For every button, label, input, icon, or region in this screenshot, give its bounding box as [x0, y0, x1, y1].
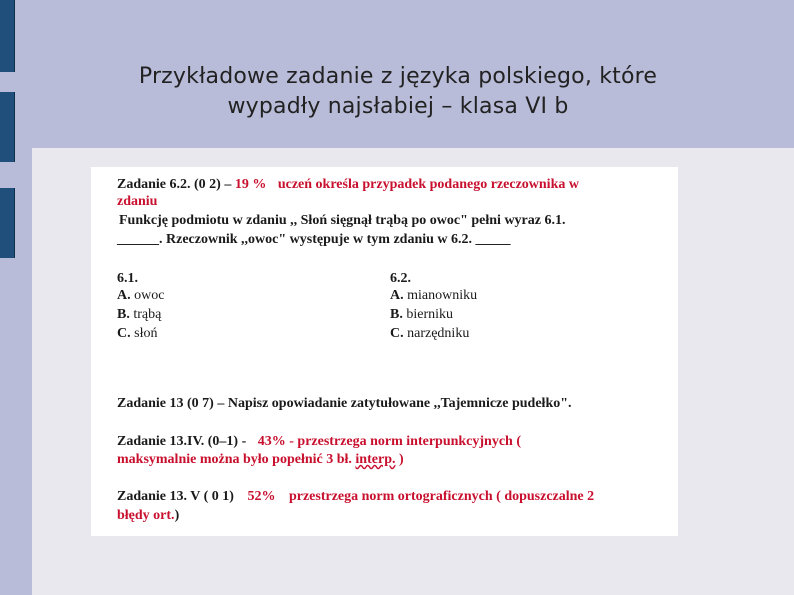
option-group-heading: 6.1. [117, 271, 138, 286]
option-c: C. narzędniku [390, 326, 470, 341]
task-6-2-desc: uczeń określa przypadek podanego rzeczownika w [277, 177, 579, 192]
accent-bar [0, 0, 15, 72]
task-13-iv-line: Zadanie 13.IV. (0–1) - 43% - przestrzega norm interpunkcyjnych ( [117, 434, 522, 449]
slide-title [40, 62, 756, 122]
instruction-line-2: ______. Rzeczownik ,,owoc" występuje w tym zdaniu w 6.2. _____ [117, 232, 511, 247]
option-a: A. mianowniku [390, 288, 478, 303]
option-group-heading: 6.2. [390, 271, 411, 286]
option-b: B. trąbą [117, 307, 162, 322]
option-a: A. owoc [117, 288, 165, 303]
instruction-line-1: Funkcję podmiotu w zdaniu ,, Słoń sięgnął trąbą po owoc" pełni wyraz 6.1. [119, 213, 566, 228]
task-13-v-label: Zadanie 13. V ( 0 1) [117, 489, 234, 504]
left-band [0, 0, 32, 595]
task-13-line: Zadanie 13 (0 7) – Napisz opowiadanie zatytułowane ,,Tajemnicze pudełko". [117, 396, 572, 411]
title-line-2: wypadły najsłabiej – klasa VI b [227, 94, 569, 119]
option-c: C. słoń [117, 326, 158, 341]
task-document [91, 167, 678, 536]
accent-bar [0, 188, 15, 258]
task-13-label: Zadanie 13 (0 7) [117, 396, 214, 411]
task-13-v-line: Zadanie 13. V ( 0 1) 52% przestrzega norm ortograficznych ( dopuszczalne 2 [117, 489, 595, 504]
task-13-iv-percent: 43% [257, 434, 286, 449]
task-6-2-desc-cont: zdaniu [117, 194, 158, 209]
task-6-2-percent: 19 % [234, 177, 267, 192]
task-13-iv-desc-cont: maksymalnie można było popełnić 3 bł. interp. ) [117, 452, 404, 467]
spellcheck-word: interp. [355, 452, 396, 467]
task-13-v-desc-cont: błędy ort.) [117, 508, 180, 523]
task-13-v-percent: 52% [247, 489, 276, 504]
task-13-iv-label: Zadanie 13.IV. (0–1) - [117, 434, 247, 449]
accent-bar [0, 92, 15, 162]
task-6-2-line: Zadanie 6.2. (0 2) – 19 % uczeń określa przypadek podanego rzeczownika w [117, 177, 579, 192]
title-line-1: Przykładowe zadanie z języka polskiego, które [138, 64, 658, 89]
option-b: B. bierniku [390, 307, 453, 322]
task-6-2-label: Zadanie 6.2. (0 2) [117, 177, 221, 192]
